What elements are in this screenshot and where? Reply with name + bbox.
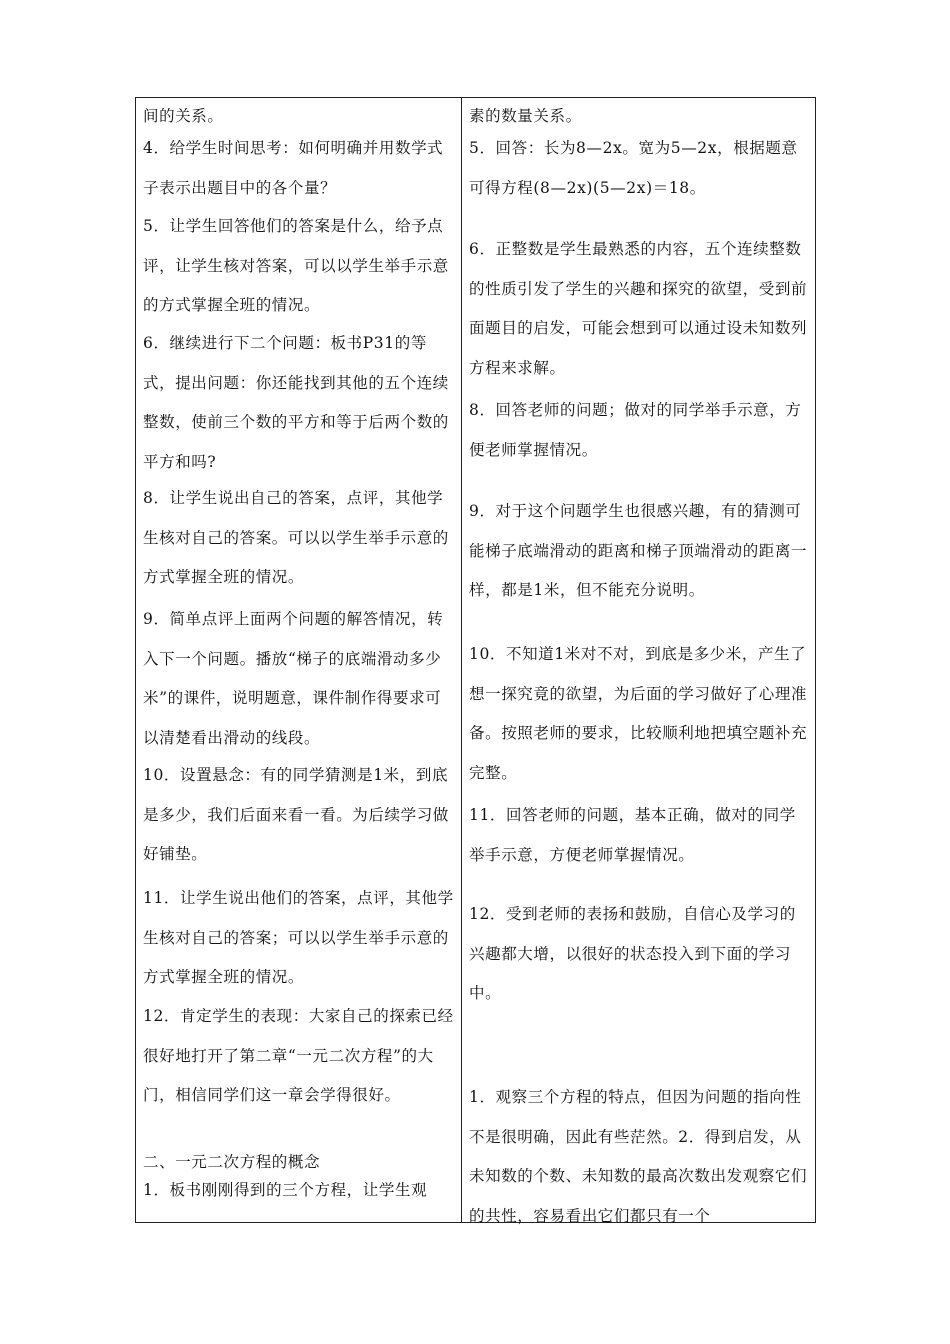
- right-paragraph-2: 5．回答：长为8—2x。宽为5—2x，根据题意可得方程(8—2x)(5—2x)＝18。: [469, 139, 798, 197]
- left-paragraph-2: 4．给学生时间思考：如何明确并用数学式子表示出题目中的各个量？: [143, 139, 444, 197]
- left-paragraph-8: 11．让学生说出他们的答案，点评，其他学生核对自己的答案；可以以学生举手示意的方式掌握全班的情况。: [143, 889, 454, 986]
- left-paragraph-10: 1．板书刚刚得到的三个方程，让学生观: [143, 1181, 428, 1199]
- left-paragraph-9: 12．肯定学生的表现：大家自己的探索已经很好地打开了第二章“一元二次方程”的大门，相信同学们这一章会学得很好。: [143, 1007, 454, 1104]
- right-paragraph-5: 9．对于这个问题学生也很感兴趣，有的猜测可能梯子底端滑动的距离和梯子顶端滑动的距离一样，都是1米，但不能充分说明。: [469, 502, 808, 599]
- left-paragraph-3: 5．让学生回答他们的答案是什么，给予点评，让学生核对答案，可以以学生举手示意的方式掌握全班的情况。: [143, 217, 449, 314]
- left-paragraph-5: 8．让学生说出自己的答案，点评，其他学生核对自己的答案。可以以学生举手示意的方式掌握全班的情况。: [143, 489, 449, 586]
- right-paragraph-1: 素的数量关系。: [469, 107, 582, 125]
- right-paragraph-9: 1．观察三个方程的特点，但因为问题的指向性不是很明确，因此有些茫然。2．得到启发，从未知数的个数、未知数的最高次数出发观察它们的共性，容易看出它们都只有一个: [469, 1088, 808, 1225]
- section-heading: 二、一元二次方程的概念: [143, 1153, 321, 1171]
- left-paragraph-6: 9．简单点评上面两个问题的解答情况，转入下一个问题。播放“梯子的底端滑动多少米”的课件，说明题意，课件制作得要求可以清楚看出滑动的线段。: [143, 610, 444, 747]
- left-paragraph-7: 10．设置悬念：有的同学猜测是1米，到底是多少，我们后面来看一看。为后续学习做好铺垫。: [143, 766, 449, 863]
- left-paragraph-1: 间的关系。: [143, 107, 224, 125]
- right-paragraph-7: 11．回答老师的问题，基本正确，做对的同学举手示意，方便老师掌握情况。: [469, 806, 796, 864]
- left-paragraph-4: 6．继续进行下二个问题：板书P31的等式，提出问题：你还能找到其他的五个连续整数，使前三个数的平方和等于后两个数的平方和吗?: [143, 334, 449, 471]
- right-paragraph-4: 8．回答老师的问题；做对的同学举手示意，方便老师掌握情况。: [469, 401, 802, 459]
- right-paragraph-3: 6．正整数是学生最熟悉的内容，五个连续整数的性质引发了学生的兴趣和探究的欲望，受到前面题目的启发，可能会想到可以通过设未知数列方程来求解。: [469, 240, 808, 377]
- column-divider: [461, 97, 462, 1223]
- right-paragraph-6: 10．不知道1米对不对，到底是多少米，产生了想一探究竟的欲望，为后面的学习做好了心理准备。按照老师的要求，比较顺利地把填空题补充完整。: [469, 645, 808, 782]
- right-paragraph-8: 12．受到老师的表扬和鼓励，自信心及学习的兴趣都大增，以很好的状态投入到下面的学习中。: [469, 905, 796, 1002]
